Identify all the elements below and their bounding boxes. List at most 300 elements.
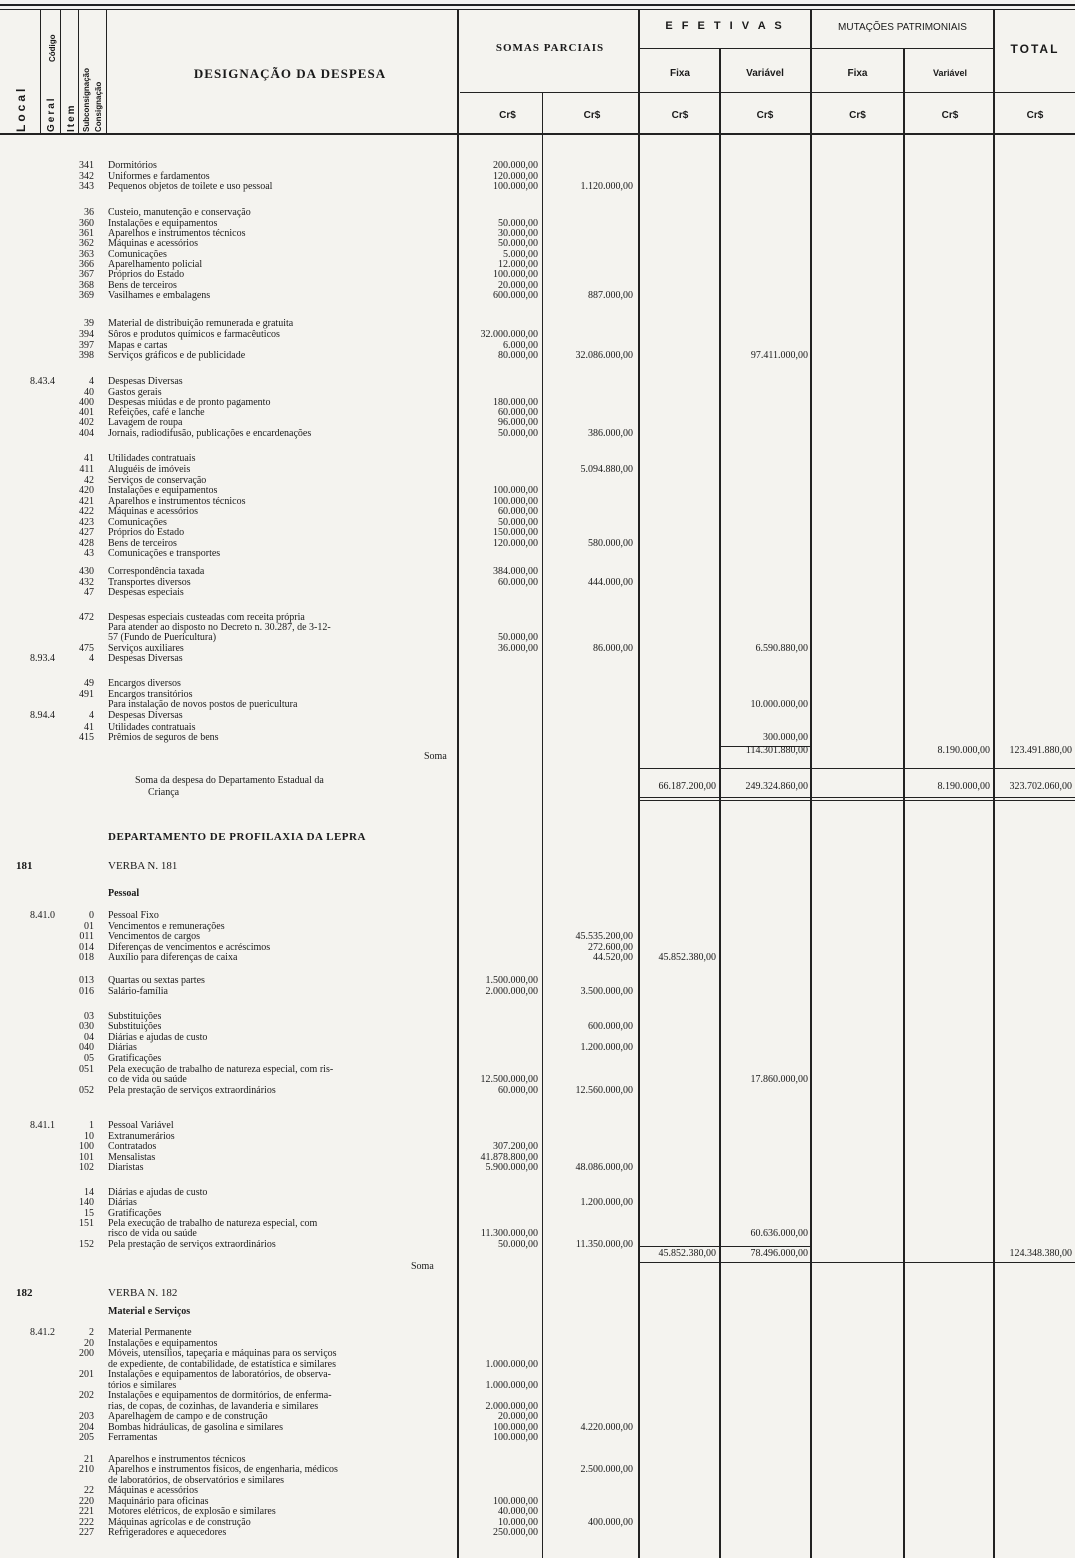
header-total: TOTAL <box>1010 42 1060 56</box>
row-value-c2: 11.350.000,00 <box>575 1239 633 1250</box>
row-description: Aparelhos e instrumentos físicos, de engenharia, médicos <box>108 1464 338 1475</box>
row-item-code: 43 <box>84 548 94 559</box>
row-description: Extranumerários <box>108 1131 175 1142</box>
row-item-code: 360 <box>79 218 94 229</box>
row-value-c1: 100.000,00 <box>493 1432 538 1443</box>
row-item-code: 4 <box>89 376 94 387</box>
verba-title: VERBA N. 181 <box>108 860 178 872</box>
row-description: Diferenças de vencimentos e acréscimos <box>108 942 271 953</box>
table-row <box>0 1348 1075 1359</box>
row-item-code: 016 <box>79 986 94 997</box>
row-description: Despesas especiais custeadas com receita própria <box>108 612 305 623</box>
row-description: Pela prestação de serviços extraordinários <box>108 1239 276 1250</box>
soma2-label: Soma <box>411 1261 434 1272</box>
row-value-c1: 30.000,00 <box>498 228 538 239</box>
row-item-code: 363 <box>79 249 94 260</box>
row-description: Gastos gerais <box>108 387 162 398</box>
header-geral: Geral <box>46 96 57 132</box>
table-row <box>0 1042 1075 1053</box>
row-item-code: 47 <box>84 587 94 598</box>
soma-rule <box>640 1262 1075 1263</box>
header-fixa-mut: Fixa <box>847 68 868 79</box>
row-item-code: 01 <box>84 921 94 932</box>
table-row <box>0 181 1075 192</box>
header-divider <box>106 10 107 134</box>
row-local-code: 8.41.2 <box>30 1327 55 1338</box>
row-description: Diárias <box>108 1197 137 1208</box>
row-value-c4: 6.590.880,00 <box>755 643 808 654</box>
row-description: Jornais, radiodifusão, publicações e encardenações <box>108 428 312 439</box>
table-row <box>0 566 1075 577</box>
table-row <box>0 1085 1075 1096</box>
row-value-c2: 272.600,00 <box>588 942 633 953</box>
row-description: Serviços auxiliares <box>108 643 184 654</box>
row-value-c1: 36.000,00 <box>498 643 538 654</box>
row-description: Mensalistas <box>108 1152 156 1163</box>
row-item-code: 366 <box>79 259 94 270</box>
row-item-code: 20 <box>84 1338 94 1349</box>
table-row <box>0 678 1075 689</box>
row-value-c1: 2.000.000,00 <box>485 1401 538 1412</box>
row-value-c1: 6.000,00 <box>503 340 538 351</box>
row-value-c1: 11.300.000,00 <box>480 1228 538 1239</box>
currency-label: Cr$ <box>941 110 959 121</box>
row-description: Aparelhamento policial <box>108 259 203 270</box>
row-description: Material de distribuição remunerada e gratuita <box>108 318 294 329</box>
row-value-c2: 887.000,00 <box>588 290 633 301</box>
row-item-code: 341 <box>79 160 94 171</box>
row-description: Próprios do Estado <box>108 527 185 538</box>
row-item-code: 432 <box>79 577 94 588</box>
row-description: Pela prestação de serviços extraordinários <box>108 1085 276 1096</box>
table-row <box>0 417 1075 428</box>
header-divider <box>60 10 61 134</box>
row-item-code: 428 <box>79 538 94 549</box>
row-description: Prêmios de seguros de bens <box>108 732 219 743</box>
row-description: Encargos transitórios <box>108 689 193 700</box>
verba-code: 181 <box>16 860 33 872</box>
header-fixa: Fixa <box>669 68 690 79</box>
row-item-code: 367 <box>79 269 94 280</box>
row-item-code: 362 <box>79 238 94 249</box>
row-description: Aparelhos e instrumentos técnicos <box>108 496 246 507</box>
table-row <box>0 350 1075 361</box>
row-local-code: 8.41.0 <box>30 910 55 921</box>
header-divider <box>78 10 79 134</box>
table-row <box>0 1141 1075 1152</box>
row-description: Auxílio para diferenças de caixa <box>108 952 238 963</box>
row-value-c1: 60.000,00 <box>498 577 538 588</box>
row-value-c1: 100.000,00 <box>493 1496 538 1507</box>
row-description: Mapas e cartas <box>108 340 168 351</box>
row-description: Substituições <box>108 1011 162 1022</box>
row-item-code: 397 <box>79 340 94 351</box>
row-value-c1: 50.000,00 <box>498 238 538 249</box>
row-item-code: 21 <box>84 1454 94 1465</box>
row-item-code: 052 <box>79 1085 94 1096</box>
row-description: Correspondência taxada <box>108 566 205 577</box>
row-value-c1: 50.000,00 <box>498 218 538 229</box>
row-item-code: 15 <box>84 1208 94 1219</box>
row-description: rias, de copas, de cozinhas, de lavanderia e similares <box>108 1401 319 1412</box>
header-subrule <box>460 92 1075 93</box>
row-item-code: 369 <box>79 290 94 301</box>
table-row <box>0 160 1075 171</box>
table-row <box>0 1021 1075 1032</box>
row-item-code: 22 <box>84 1485 94 1496</box>
row-description: tórios e similares <box>108 1380 177 1391</box>
row-description: Ferramentas <box>108 1432 158 1443</box>
row-value-c1: 2.000.000,00 <box>485 986 538 997</box>
header-divider <box>40 10 41 134</box>
row-value-c1: 60.000,00 <box>498 407 538 418</box>
header-item: Item <box>66 103 77 132</box>
table-row <box>0 699 1075 710</box>
row-item-code: 491 <box>79 689 94 700</box>
row-item-code: 1 <box>89 1120 94 1131</box>
soma2-fixa: 45.852.380,00 <box>658 1248 716 1259</box>
row-item-code: 14 <box>84 1187 94 1198</box>
table-row <box>0 207 1075 218</box>
row-item-code: 100 <box>79 1141 94 1152</box>
row-description: Máquinas e acessórios <box>108 1485 198 1496</box>
row-description: 57 (Fundo de Puericultura) <box>108 632 217 643</box>
row-description: Diárias e ajudas de custo <box>108 1187 208 1198</box>
row-description: Máquinas agrícolas e de construção <box>108 1517 251 1528</box>
row-description: Vencimentos e remunerações <box>108 921 225 932</box>
row-description: Maquinário para oficinas <box>108 1496 209 1507</box>
currency-label: Cr$ <box>756 110 774 121</box>
table-row <box>0 910 1075 921</box>
row-value-c1: 100.000,00 <box>493 496 538 507</box>
currency-label: Cr$ <box>499 110 516 121</box>
row-value-c1: 80.000,00 <box>498 350 538 361</box>
row-value-c2: 580.000,00 <box>588 538 633 549</box>
soma-dept-label: Soma da despesa do Departamento Estadual da <box>135 775 324 786</box>
soma-rule <box>640 768 1075 769</box>
row-item-code: 41 <box>84 453 94 464</box>
table-row <box>0 710 1075 721</box>
row-value-c1: 600.000,00 <box>493 290 538 301</box>
row-value-c2: 45.535.200,00 <box>575 931 633 942</box>
table-row <box>0 1369 1075 1380</box>
row-description: Diaristas <box>108 1162 144 1173</box>
row-item-code: 394 <box>79 329 94 340</box>
table-row <box>0 453 1075 464</box>
table-row <box>0 485 1075 496</box>
table-row <box>0 1390 1075 1401</box>
row-item-code: 03 <box>84 1011 94 1022</box>
header-subconsignacao: Subconsignação <box>82 67 91 132</box>
row-description: Instalações e equipamentos <box>108 1338 218 1349</box>
row-description: Comunicações <box>108 249 167 260</box>
header-consignacao: Consignação <box>94 81 103 132</box>
row-item-code: 401 <box>79 407 94 418</box>
row-item-code: 39 <box>84 318 94 329</box>
row-description: Refrigeradores e aquecedores <box>108 1527 227 1538</box>
row-item-code: 42 <box>84 475 94 486</box>
table-row <box>0 238 1075 249</box>
row-item-code: 10 <box>84 1131 94 1142</box>
row-item-code: 200 <box>79 1348 94 1359</box>
row-description: Bombas hidráulicas, de gasolina e similares <box>108 1422 283 1433</box>
soma-row <box>0 745 1075 756</box>
row-description: Gratificações <box>108 1053 162 1064</box>
row-value-c1: 1.500.000,00 <box>485 975 538 986</box>
row-description: Custeio, manutenção e conservação <box>108 207 251 218</box>
row-description: Serviços gráficos e de publicidade <box>108 350 246 361</box>
row-description: Para instalação de novos postos de puericultura <box>108 699 298 710</box>
row-item-code: 201 <box>79 1369 94 1380</box>
row-local-code: 8.94.4 <box>30 710 55 721</box>
row-description: Aparelhos e instrumentos técnicos <box>108 1454 246 1465</box>
table-row <box>0 548 1075 559</box>
table-row <box>0 587 1075 598</box>
currency-label: Cr$ <box>849 110 866 121</box>
row-value-c1: 12.500.000,00 <box>480 1074 538 1085</box>
row-value-c1: 50.000,00 <box>498 632 538 643</box>
row-value-c1: 10.000,00 <box>498 1517 538 1528</box>
row-value-c2: 600.000,00 <box>588 1021 633 1032</box>
row-description: Pequenos objetos de toilete e uso pessoal <box>108 181 273 192</box>
row-description: Despesas Diversas <box>108 653 183 664</box>
header-efetivas: E F E T I V A S <box>665 20 785 32</box>
row-value-c2: 12.560.000,00 <box>575 1085 633 1096</box>
row-item-code: 423 <box>79 517 94 528</box>
currency-label: Cr$ <box>583 110 601 121</box>
row-item-code: 342 <box>79 171 94 182</box>
currency-label: Cr$ <box>1026 110 1044 121</box>
table-row <box>0 975 1075 986</box>
row-description: Serviços de conservação <box>108 475 207 486</box>
row-value-c2: 444.000,00 <box>588 577 633 588</box>
soma-rule <box>640 797 1075 798</box>
row-item-code: 014 <box>79 942 94 953</box>
currency-label: Cr$ <box>671 110 689 121</box>
row-description: Vasilhames e embalagens <box>108 290 211 301</box>
row-description: Pela execução de trabalho de natureza especial, com ris- <box>108 1064 334 1075</box>
row-description: Aparelhagem de campo e de construção <box>108 1411 268 1422</box>
row-value-c1: 40.000,00 <box>498 1506 538 1517</box>
row-description: Despesas especiais <box>108 587 184 598</box>
row-item-code: 421 <box>79 496 94 507</box>
row-description: Instalações e equipamentos <box>108 218 218 229</box>
row-value-c1: 12.000,00 <box>498 259 538 270</box>
header-local: Local <box>14 85 28 132</box>
row-item-code: 343 <box>79 181 94 192</box>
row-description: Máquinas e acessórios <box>108 506 198 517</box>
row-item-code: 398 <box>79 350 94 361</box>
table-row <box>0 1074 1075 1085</box>
row-description: Móveis, utensílios, tapeçaria e máquinas para os serviços <box>108 1348 337 1359</box>
row-value-c2: 4.220.000,00 <box>580 1422 633 1433</box>
row-value-c2: 1.200.000,00 <box>580 1042 633 1053</box>
soma-rule <box>640 800 1075 801</box>
row-description: Diárias <box>108 1042 137 1053</box>
row-description: Vencimentos de cargos <box>108 931 201 942</box>
row-value-c2: 86.000,00 <box>593 643 633 654</box>
row-description: Refeições, café e lanche <box>108 407 205 418</box>
soma-dept-variavel: 249.324.860,00 <box>745 781 808 792</box>
header-mutacoes: MUTAÇÕES PATRIMONIAIS <box>838 22 967 33</box>
table-row <box>0 1485 1075 1496</box>
row-description: Material Permanente <box>108 1327 192 1338</box>
row-value-c1: 180.000,00 <box>493 397 538 408</box>
table-row <box>0 329 1075 340</box>
row-item-code: 210 <box>79 1464 94 1475</box>
row-description: Transportes diversos <box>108 577 191 588</box>
row-value-c1: 307.200,00 <box>493 1141 538 1152</box>
row-value-c1: 20.000,00 <box>498 280 538 291</box>
row-description: Comunicações e transportes <box>108 548 221 559</box>
row-value-c2: 32.086.000,00 <box>575 350 633 361</box>
row-value-c1: 96.000,00 <box>498 417 538 428</box>
row-value-c1: 200.000,00 <box>493 160 538 171</box>
table-row <box>0 986 1075 997</box>
row-item-code: 404 <box>79 428 94 439</box>
soma2-row <box>0 1248 1075 1259</box>
top-rule <box>0 4 1075 6</box>
row-item-code: 400 <box>79 397 94 408</box>
row-item-code: 013 <box>79 975 94 986</box>
row-item-code: 49 <box>84 678 94 689</box>
top-rule-thin <box>0 9 1075 10</box>
row-item-code: 151 <box>79 1218 94 1229</box>
row-description: Lavagem de roupa <box>108 417 183 428</box>
row-description: de laboratórios, de observatórios e similares <box>108 1475 285 1486</box>
verba2-title: VERBA N. 182 <box>108 1287 178 1299</box>
row-value-c1: 150.000,00 <box>493 527 538 538</box>
row-item-code: 051 <box>79 1064 94 1075</box>
soma-variavel: 114.301.880,00 <box>745 745 808 756</box>
row-description: Instalações e equipamentos de dormitórios, de enferma- <box>108 1390 332 1401</box>
row-description: Utilidades contratuais <box>108 722 196 733</box>
row-value-c1: 120.000,00 <box>493 171 538 182</box>
row-value-c4: 300.000,00 <box>763 732 808 743</box>
soma-label: Soma <box>424 751 447 762</box>
row-description: Bens de terceiros <box>108 280 177 291</box>
row-item-code: 222 <box>79 1517 94 1528</box>
soma-dept-label-2: Criança <box>148 787 180 798</box>
table-row <box>0 1197 1075 1208</box>
soma2-variavel: 78.496.000,00 <box>750 1248 808 1259</box>
row-value-c1: 100.000,00 <box>493 269 538 280</box>
table-row <box>0 318 1075 329</box>
row-item-code: 475 <box>79 643 94 654</box>
row-item-code: 018 <box>79 952 94 963</box>
row-value-c1: 120.000,00 <box>493 538 538 549</box>
table-row <box>0 1411 1075 1422</box>
header-bottom-rule <box>0 133 1075 135</box>
row-local-code: 8.93.4 <box>30 653 55 664</box>
row-item-code: 427 <box>79 527 94 538</box>
row-item-code: 430 <box>79 566 94 577</box>
row-value-c1: 5.000,00 <box>503 249 538 260</box>
row-item-code: 040 <box>79 1042 94 1053</box>
table-row <box>0 1162 1075 1173</box>
row-value-c2: 1.120.000,00 <box>580 181 633 192</box>
table-row <box>0 290 1075 301</box>
row-description: Utilidades contratuais <box>108 453 196 464</box>
row-local-code: 8.41.1 <box>30 1120 55 1131</box>
row-item-code: 152 <box>79 1239 94 1250</box>
table-row <box>0 269 1075 280</box>
row-description: Pessoal Fixo <box>108 910 159 921</box>
table-row <box>0 1527 1075 1538</box>
table-row <box>0 931 1075 942</box>
row-item-code: 40 <box>84 387 94 398</box>
row-value-c1: 1.000.000,00 <box>485 1359 538 1370</box>
header-codigo: Código <box>48 34 57 62</box>
soma2-total: 124.348.380,00 <box>1009 1248 1072 1259</box>
row-value-c1: 41.878.800,00 <box>480 1152 538 1163</box>
row-description: Contratados <box>108 1141 157 1152</box>
row-description: Substituições <box>108 1021 162 1032</box>
table-row <box>0 1053 1075 1064</box>
header-variavel: Variável <box>746 68 784 79</box>
row-description: co de vida ou saúde <box>108 1074 187 1085</box>
row-item-code: 030 <box>79 1021 94 1032</box>
row-description: Dormitórios <box>108 160 157 171</box>
row-item-code: 2 <box>89 1327 94 1338</box>
row-value-c1: 50.000,00 <box>498 1239 538 1250</box>
table-row <box>0 506 1075 517</box>
row-description: Quartas ou sextas partes <box>108 975 205 986</box>
row-value-c4: 60.636.000,00 <box>750 1228 808 1239</box>
row-description: Aluguéis de imóveis <box>108 464 191 475</box>
row-item-code: 04 <box>84 1032 94 1043</box>
row-value-c1: 384.000,00 <box>493 566 538 577</box>
row-description: Pessoal Variável <box>108 1120 174 1131</box>
row-value-c4: 10.000.000,00 <box>750 699 808 710</box>
row-item-code: 05 <box>84 1053 94 1064</box>
row-description: Pela execução de trabalho de natureza especial, com <box>108 1218 318 1229</box>
row-value-c1: 50.000,00 <box>498 428 538 439</box>
row-description: Aparelhos e instrumentos técnicos <box>108 228 246 239</box>
row-value-c1: 50.000,00 <box>498 517 538 528</box>
row-value-c1: 60.000,00 <box>498 1085 538 1096</box>
table-row <box>0 1120 1075 1131</box>
row-item-code: 011 <box>79 931 94 942</box>
row-value-c2: 386.000,00 <box>588 428 633 439</box>
row-item-code: 472 <box>79 612 94 623</box>
table-row <box>0 428 1075 439</box>
row-item-code: 411 <box>79 464 94 475</box>
dept-title: DEPARTAMENTO DE PROFILAXIA DA LEPRA <box>108 831 366 843</box>
row-value-c1: 1.000.000,00 <box>485 1380 538 1391</box>
table-row <box>0 1464 1075 1475</box>
row-value-c2: 400.000,00 <box>588 1517 633 1528</box>
row-item-code: 368 <box>79 280 94 291</box>
row-description: Despesas Diversas <box>108 376 183 387</box>
row-item-code: 205 <box>79 1432 94 1443</box>
soma-rule <box>640 1246 810 1247</box>
row-value-c4: 97.411.000,00 <box>750 350 808 361</box>
row-value-c1: 20.000,00 <box>498 1411 538 1422</box>
table-row <box>0 952 1075 963</box>
row-item-code: 361 <box>79 228 94 239</box>
row-description: risco de vida ou saúde <box>108 1228 197 1239</box>
soma-mut-variavel: 8.190.000,00 <box>937 745 990 756</box>
row-description: Salário-família <box>108 986 168 997</box>
soma-dept-total: 323.702.060,00 <box>1009 781 1072 792</box>
row-value-c1: 100.000,00 <box>493 485 538 496</box>
row-item-code: 415 <box>79 732 94 743</box>
row-value-c1: 100.000,00 <box>493 181 538 192</box>
table-row <box>0 1432 1075 1443</box>
soma-total: 123.491.880,00 <box>1009 745 1072 756</box>
row-item-code: 420 <box>79 485 94 496</box>
